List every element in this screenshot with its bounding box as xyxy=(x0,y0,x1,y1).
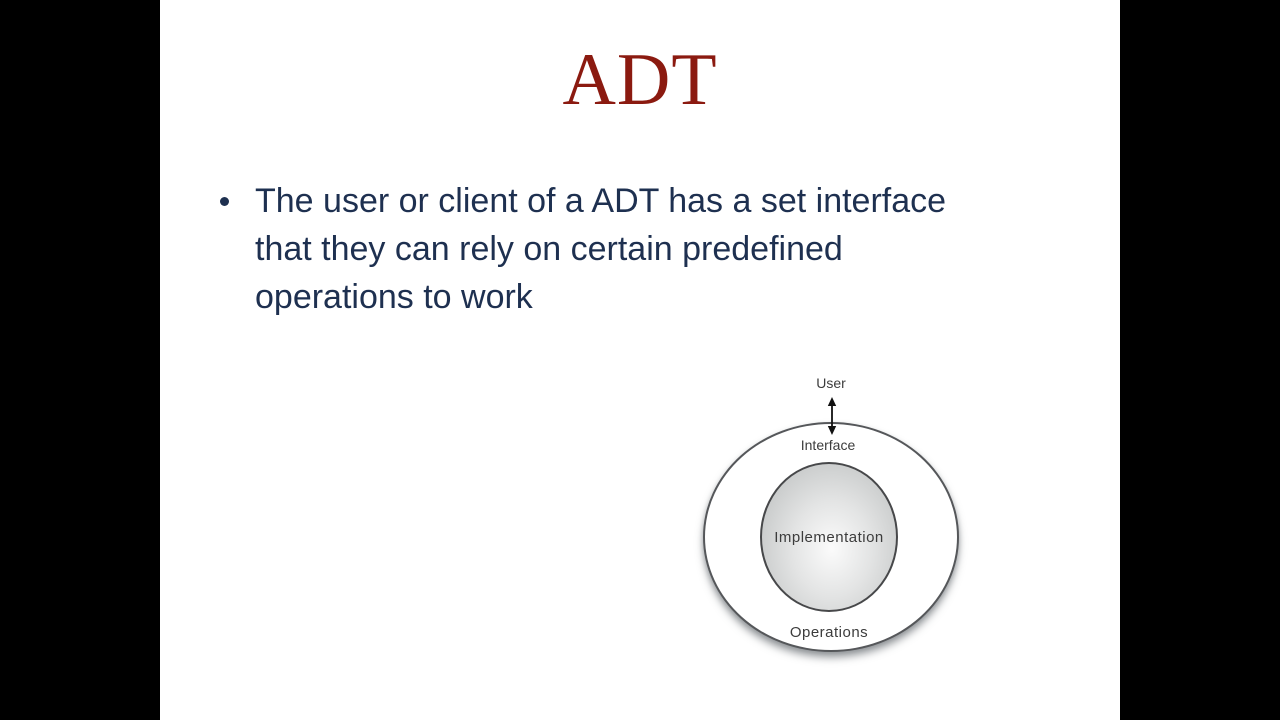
diagram-label-implementation: Implementation xyxy=(774,529,884,546)
diagram-label-user: User xyxy=(816,375,846,391)
bullet-line-1: The user or client of a ADT has a set interface xyxy=(255,182,947,220)
diagram-label-operations: Operations xyxy=(789,624,869,641)
bullet-line-3: operations to work xyxy=(255,278,533,316)
user-interface-arrow-icon xyxy=(825,397,839,435)
bullet-line-2: that they can rely on certain predefined xyxy=(255,230,843,268)
letterbox-left xyxy=(0,0,160,720)
letterbox-right xyxy=(1120,0,1280,720)
diagram-label-interface: Interface xyxy=(800,437,856,453)
bullet-marker xyxy=(220,197,229,206)
slide-title: ADT xyxy=(562,39,718,121)
bullet-paragraph xyxy=(255,177,1075,321)
